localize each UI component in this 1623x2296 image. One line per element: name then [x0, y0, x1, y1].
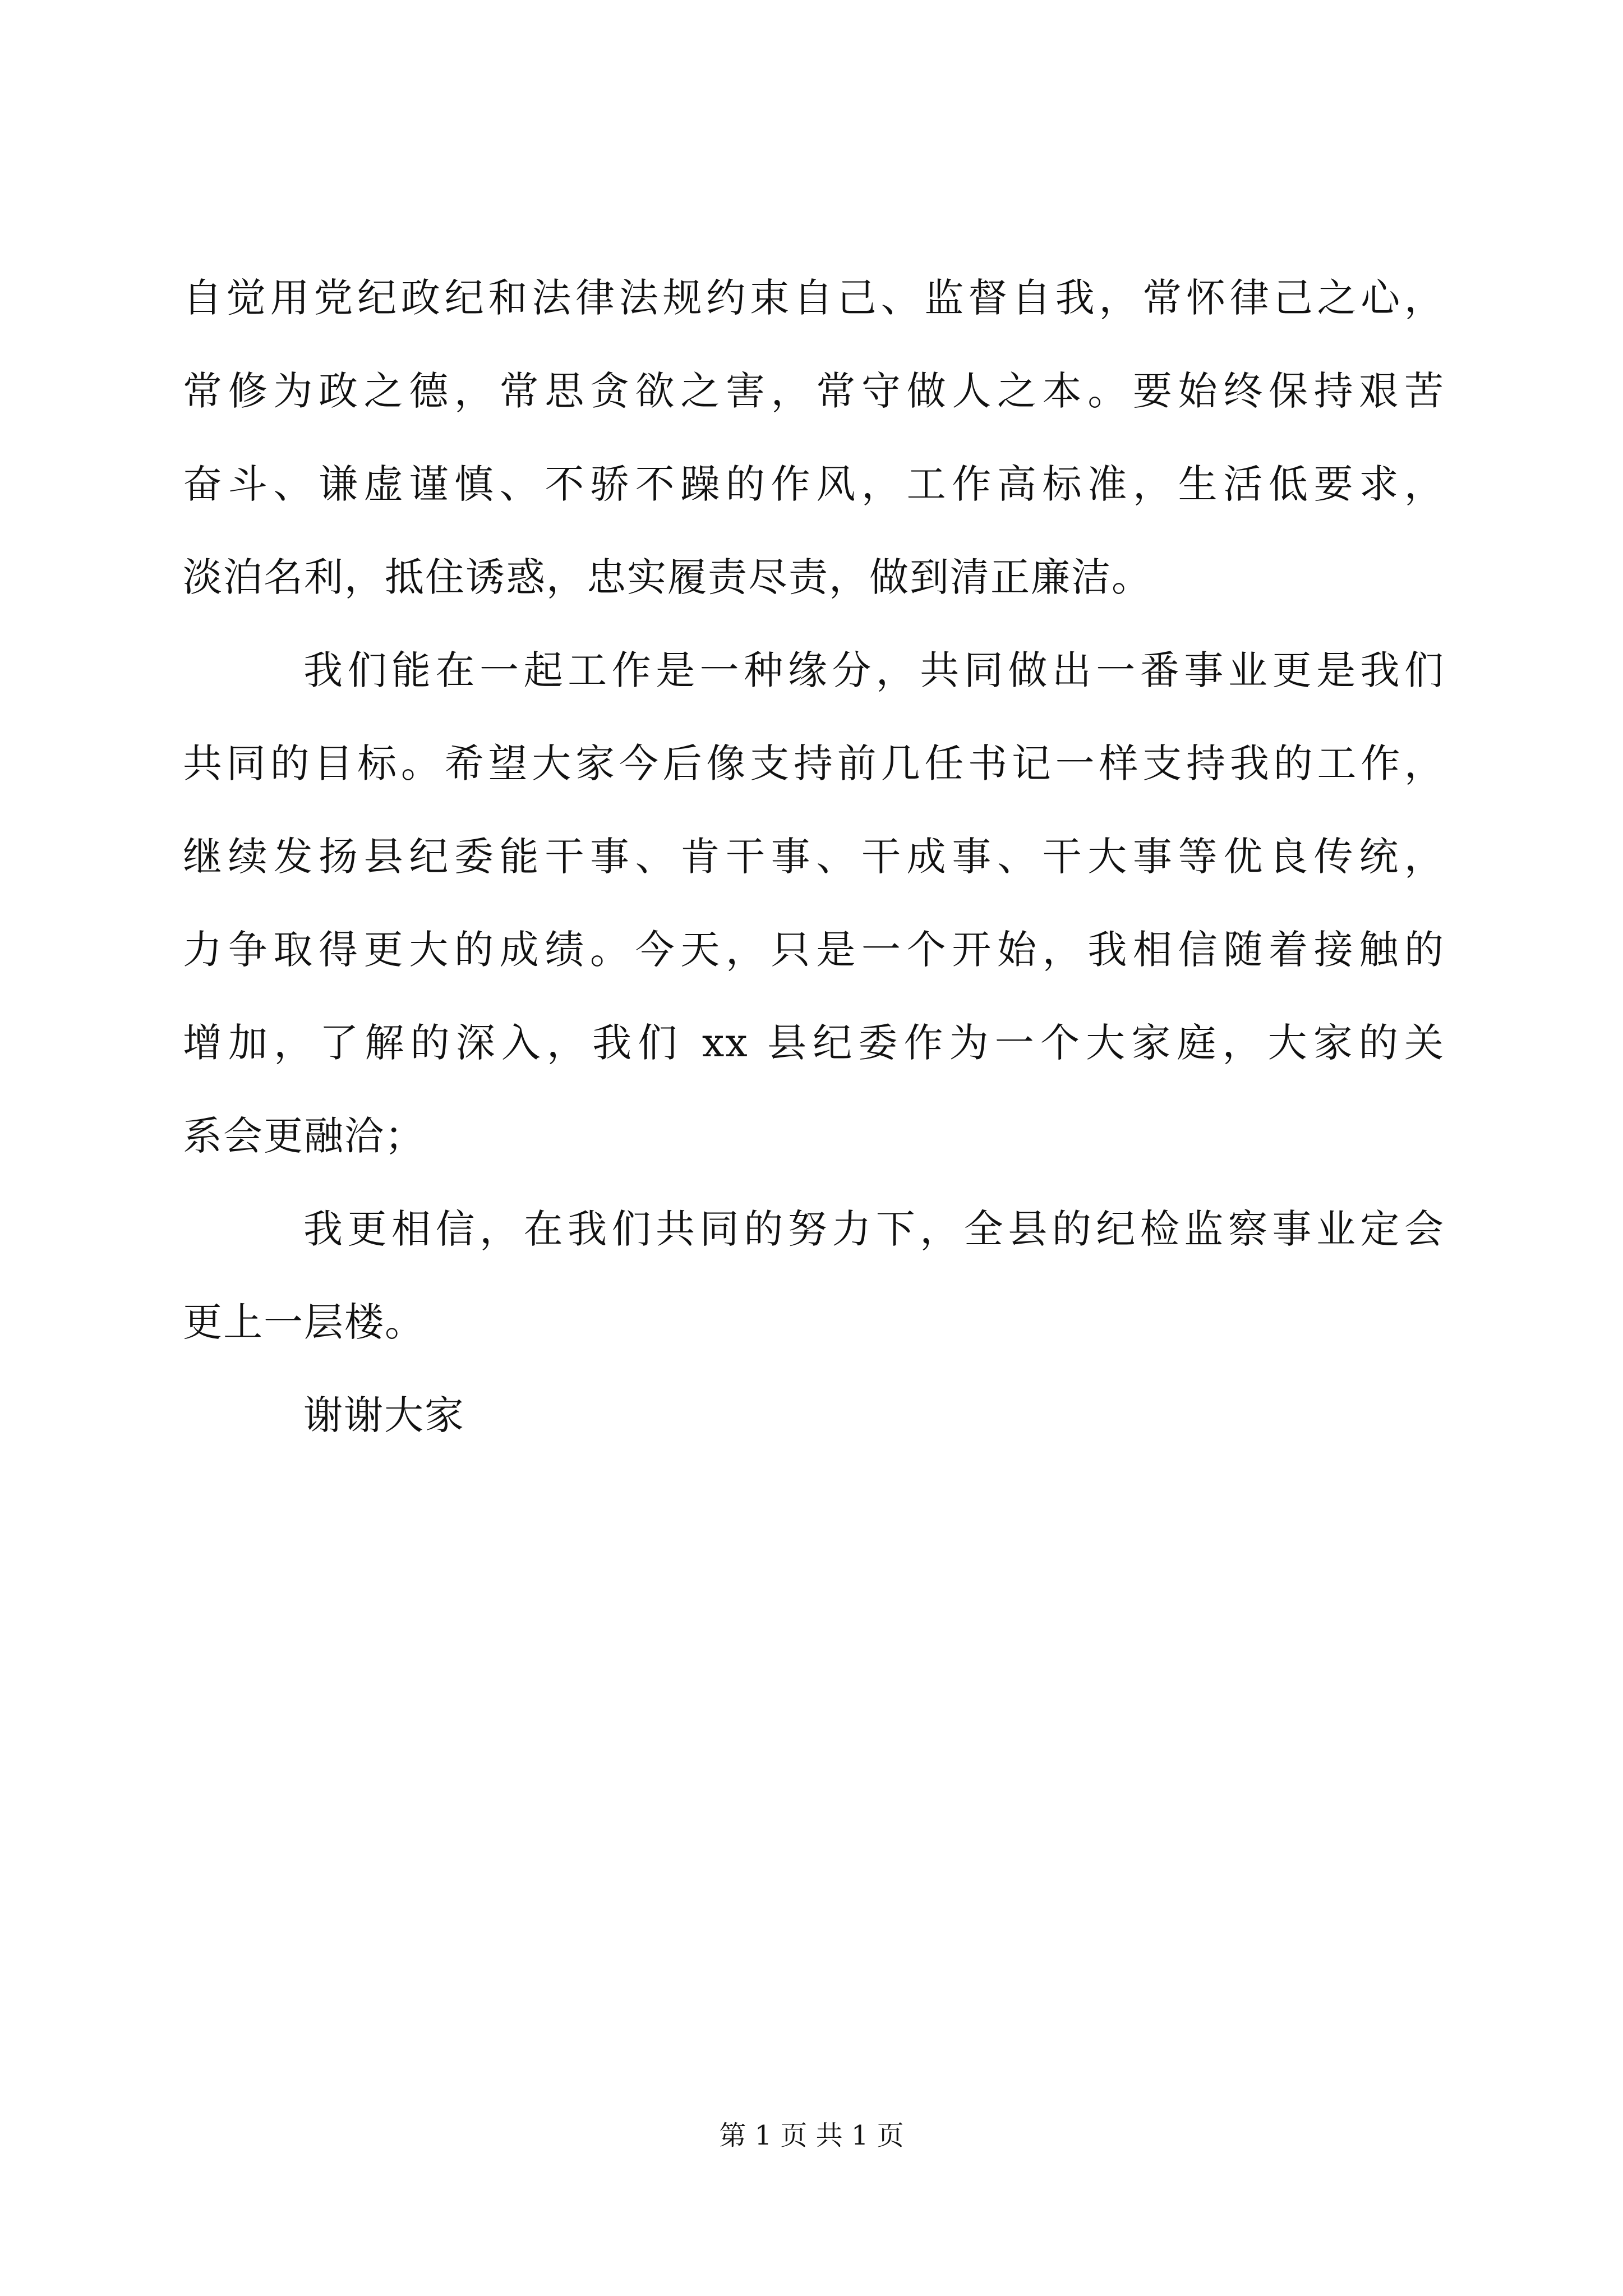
text-line: 继续发扬县纪委能干事、肯干事、干成事、干大事等优良传统， [183, 834, 1445, 880]
text-line: 常修为政之德，常思贪欲之害，常守做人之本。要始终保持艰苦 [183, 368, 1445, 414]
text-line: 淡泊名利，抵住诱惑，忠实履责尽责，做到清正廉洁。 [183, 554, 1152, 600]
text-line: 系会更融洽； [183, 1113, 425, 1159]
text-line: 力争取得更大的成绩。今天，只是一个开始，我相信随着接触的 [183, 927, 1445, 973]
paragraph-start-line: 我更相信，在我们共同的努力下，全县的纪检监察事业定会 [303, 1206, 1445, 1252]
text-line: 奋斗、谦虚谨慎、不骄不躁的作风，工作高标准，生活低要求， [183, 461, 1445, 507]
text-line: 共同的目标。希望大家今后像支持前几任书记一样支持我的工作， [183, 740, 1445, 786]
text-line: 自觉用党纪政纪和法律法规约束自己、监督自我，常怀律己之心， [183, 275, 1445, 321]
page-number-footer: 第 1 页 共 1 页 [719, 2120, 904, 2151]
document-body [183, 251, 1445, 1462]
paragraph-start-line: 我们能在一起工作是一种缘分，共同做出一番事业更是我们 [303, 647, 1445, 693]
closing-line: 谢谢大家 [303, 1392, 465, 1438]
text-line: 增加，了解的深入，我们 xx 县纪委作为一个大家庭，大家的关 [183, 1020, 1445, 1066]
text-line: 更上一层楼。 [183, 1299, 425, 1345]
